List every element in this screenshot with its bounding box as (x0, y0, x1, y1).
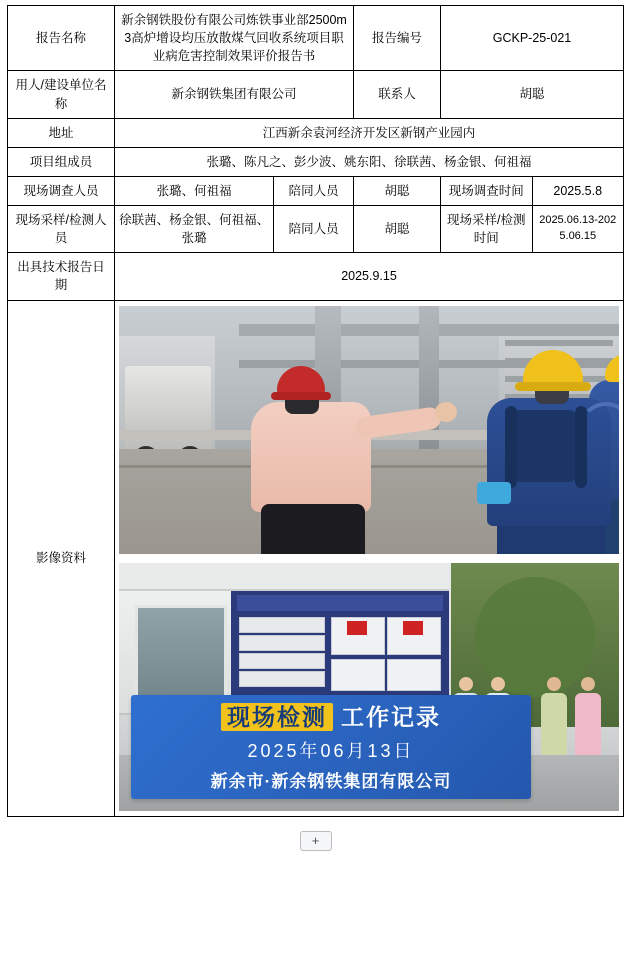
photo2-wall-header (237, 595, 443, 611)
row-value-report-name: 新余钢铁股份有限公司炼铁事业部2500m3高炉增设均压放散煤气回收系统项目职业病危害控制效果评价报告书 (115, 6, 354, 71)
photo2-caption-banner (131, 695, 531, 799)
row-label-employer: 用人/建设单位名称 (8, 71, 115, 118)
row-label-report-no: 报告编号 (354, 6, 441, 71)
report-info-table (7, 5, 624, 817)
group-photo (119, 563, 619, 811)
photo1-backpack-strap-left (505, 406, 517, 488)
row-label-survey-accompany: 陪同人员 (274, 176, 354, 205)
photo1-worker-pink-body (251, 402, 371, 512)
table-row (8, 71, 624, 118)
party-flag-icon (403, 621, 423, 635)
row-label-media: 影像资料 (8, 300, 115, 816)
banner-title-line (141, 703, 521, 732)
photo2-board (331, 659, 385, 691)
row-value-address: 江西新余袁河经济开发区新钢产业园内 (115, 118, 624, 147)
table-row (8, 253, 624, 300)
table-row-media (8, 300, 624, 816)
row-value-sampling-time: 2025.06.13-2025.06.15 (532, 206, 624, 253)
photo1-worker-pink-hand (435, 402, 457, 422)
row-value-survey-accompany: 胡聪 (354, 176, 441, 205)
photo2-canopy (119, 563, 449, 591)
row-label-team: 项目组成员 (8, 147, 115, 176)
photo2-person (575, 677, 601, 755)
row-value-sampling-accompany: 胡聪 (354, 206, 441, 253)
site-inspection-photo (119, 306, 619, 554)
row-value-issue-date: 2025.9.15 (115, 253, 624, 300)
photo2-board (239, 671, 325, 687)
row-label-sampling-accompany: 陪同人员 (274, 206, 354, 253)
photo1-truck (125, 366, 211, 458)
photo1-sampling-tube (579, 402, 619, 480)
add-row-button[interactable]: + (300, 831, 332, 851)
photo1-worker-pink-legs (261, 504, 365, 554)
photo2-board (239, 653, 325, 669)
banner-company: 新余市·新余钢铁集团有限公司 (210, 772, 452, 792)
photo1-sampling-backpack (511, 410, 577, 482)
row-value-contact: 胡聪 (441, 71, 624, 118)
photo1-handheld-detector (477, 482, 511, 504)
row-value-survey-staff: 张璐、何祖福 (115, 176, 274, 205)
table-row (8, 118, 624, 147)
table-row (8, 147, 624, 176)
table-row (8, 206, 624, 253)
row-value-sampling-staff: 徐联茜、杨金银、何祖福、张璐 (115, 206, 274, 253)
row-label-sampling-time: 现场采样/检测时间 (441, 206, 533, 253)
row-value-team: 张璐、陈凡之、彭少波、姚东阳、徐联茜、杨金银、何祖福 (115, 147, 624, 176)
row-value-employer: 新余钢铁集团有限公司 (115, 71, 354, 118)
row-label-sampling-staff: 现场采样/检测人员 (8, 206, 115, 253)
row-label-report-name: 报告名称 (8, 6, 115, 71)
row-label-survey-time: 现场调查时间 (441, 176, 533, 205)
row-label-issue-date: 出具技术报告日期 (8, 253, 115, 300)
party-flag-icon (347, 621, 367, 635)
row-label-address: 地址 (8, 118, 115, 147)
banner-title-rest: 工作记录 (341, 703, 441, 730)
row-value-survey-time: 2025.5.8 (532, 176, 624, 205)
photo2-board (387, 659, 441, 691)
photo2-board (239, 617, 325, 633)
row-label-survey-staff: 现场调查人员 (8, 176, 115, 205)
banner-date: 2025年06月13日 (247, 741, 415, 762)
banner-title-highlight: 现场检测 (221, 703, 333, 731)
row-label-contact: 联系人 (354, 71, 441, 118)
add-row-container (0, 831, 631, 851)
document-page (0, 5, 631, 953)
table-row (8, 6, 624, 71)
photo2-board (239, 635, 325, 651)
row-value-media (115, 300, 624, 816)
table-row (8, 176, 624, 205)
photo-list (119, 306, 619, 811)
row-value-report-no: GCKP-25-021 (441, 6, 624, 71)
photo2-person (541, 677, 567, 755)
